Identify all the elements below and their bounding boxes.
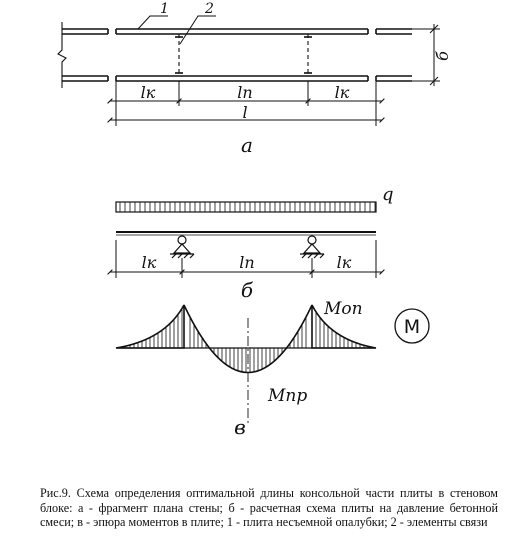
panel-label-a: а <box>241 133 253 157</box>
panel-label-v: в <box>234 415 246 439</box>
moment-symbol-label: M <box>403 316 421 338</box>
figure-caption: Рис.9. Схема определения оптимальной длины консольной части плиты в стеновом блоке: а - фрагмент плана стены; б - расчетная схема плиты на давление бетонной смеси; в - эпюра моментов в плите; 1 - плита несъемной опалубки; 2 - элементы связи <box>40 486 498 530</box>
panel-label-b: б <box>240 278 254 302</box>
dim-ln-plan: lп <box>237 83 253 102</box>
callout-leader-2 <box>180 16 216 44</box>
span-moment-label: Mпр <box>268 386 308 406</box>
plan-view <box>58 1 452 157</box>
dim-total-plan: l <box>242 103 248 122</box>
support-left <box>170 236 194 258</box>
load-label: q <box>382 184 394 205</box>
bottom-slab <box>62 76 412 81</box>
callout-leader-1 <box>138 16 168 29</box>
support-moment-label: Mоп <box>324 299 363 319</box>
dim-ln-load: lп <box>239 253 255 272</box>
load-hatch <box>120 202 375 212</box>
tie-elements <box>179 34 308 76</box>
callout-1-label: 1 <box>160 1 169 17</box>
dim-lk-left-plan: lк <box>140 83 156 102</box>
support-right <box>300 236 324 258</box>
dim-lk-right-load: lк <box>336 253 352 272</box>
dim-wall-thickness-label: б <box>433 51 452 61</box>
top-slab <box>62 29 412 34</box>
dim-lk-right-plan: lк <box>334 83 350 102</box>
dim-lk-left-load: lк <box>141 253 157 272</box>
load-scheme <box>110 184 394 302</box>
callout-2-label: 2 <box>205 1 214 17</box>
moment-diagram <box>116 299 429 439</box>
break-mark-left <box>58 22 66 88</box>
